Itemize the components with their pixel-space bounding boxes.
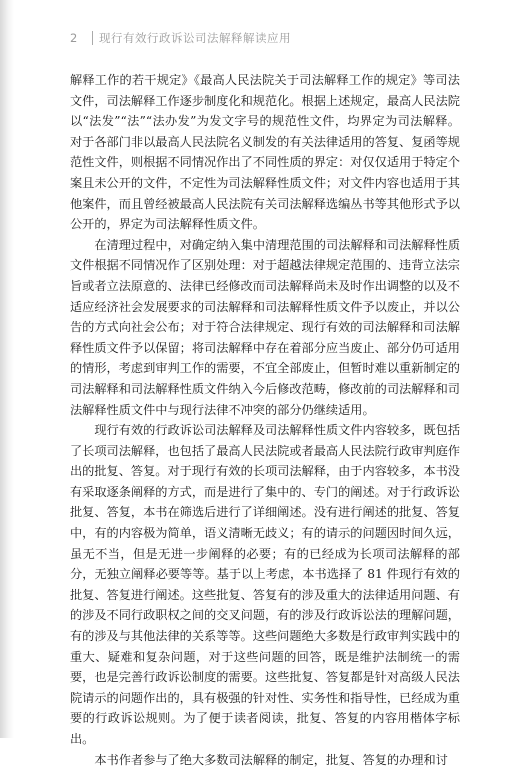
page-binding-shadow xyxy=(0,0,14,738)
page-number: 2 xyxy=(70,31,78,45)
header-divider xyxy=(92,31,93,45)
paragraph: 在清理过程中，对确定纳入集中清理范围的司法解释和司法解释性质文件根据不同情况作了区别处理：对于超越法律规定范围的、违背立法宗旨或者立法原意的、法律已经修改而司法解释尚未及时作出调整的以及不适应经济社会发展要求的司法解释和司法解释性质文件予以废止，并以公告的方式向社会公布；对于符合法律规定、现行有效的司法解释和司法解释性质文件予以保留；将司法解释中存在着部分应当废止、部分仍可适用的情形，考虑到审判工作的需要，不宜全部废止，但暂时难以重新制定的司法解释和司法解释性质文件纳入今后修改范畴，修改前的司法解释和司法解释性质文件中与现行法律不冲突的部分仍继续适用。 xyxy=(70,237,461,417)
paragraph-continued: 解释工作的若干规定》《最高人民法院关于司法解释工作的规定》等司法文件，司法解释工作逐步制度化和规范化。根据上述规定，最高人民法院以“法发”“法”“法办发”为发文字号的规范性文件，均界定为司法解释。对于各部门非以最高人民法院名义制发的有关法律适用的答复、复函等规范性文件，则根据不同情况作出了不同性质的界定：对仅仅适用于特定个案且未公开的文件，不定性为司法解释性质文件；对文件内容也适用于其他案件，而且曾经被最高人民法院有关司法解释选编丛书等其他形式予以公开的，界定为司法解释性质文件。 xyxy=(70,73,460,232)
paragraph: 现行有效的行政诉讼司法解释及司法解释性质文件内容较多，既包括了长项司法解释，也包括了最高人民法院或者最高人民法院行政审判庭作出的批复、答复。对于现行有效的长项司法解释，由于内容较多，本书没有采取逐条阐释的方式，而是进行了集中的、专门的阐述。对于行政诉讼批复、答复，本书在筛选后进行了详细阐述。没有进行阐述的批复、答复中，有的内容极为简单，语义清晰无歧义；有的请示的问题因时间久远，虽无不当，但是无进一步阐释的必要；有的已经成为长项司法解释的部分，无独立阐释必要等等。基于以上考虑，本书选择了 81 件现行有效的批复、答复进行阐述。这些批复、答复有的涉及重大的法律适用问题、有的涉及不同行政职权之间的交叉问题，有的涉及行政诉讼法的理解问题，有的涉及与其他法律的关系等等。这些问题绝大多数是行政审判实践中的重大、疑难和复杂问题，对于这些问题的回答，既是维护法制统一的需要，也是完善行政诉讼制度的需要。这些批复、答复都是针对高级人民法院请示的问题作出的，具有极强的针对性、实务性和指导性，已经成为重要的行政诉讼规则。为了便于读者阅读，批复、答复的内容用楷体字标出。 xyxy=(70,423,461,746)
page-header xyxy=(70,28,470,48)
paragraph: 本书作者参与了绝大多数司法解释的制定，批复、答复的办理和讨 xyxy=(94,752,448,767)
running-title: 现行有效行政诉讼司法解释解读应用 xyxy=(99,31,291,45)
body-text xyxy=(70,70,460,770)
